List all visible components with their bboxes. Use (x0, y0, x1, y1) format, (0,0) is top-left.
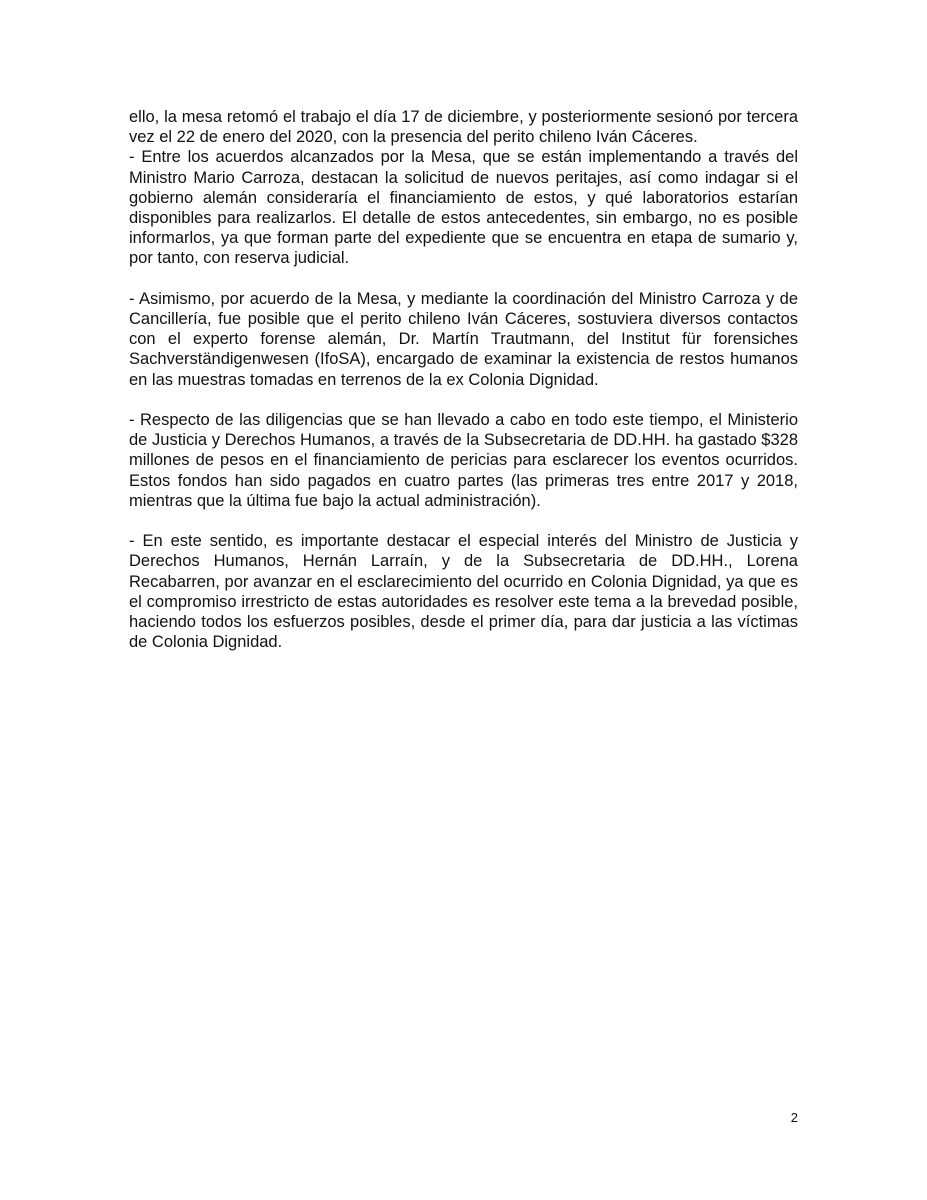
paragraph-5: - En este sentido, es importante destacar el especial interés del Ministro de Justicia y Derechos Humanos, Hernán Larraín, y de la Subsecretaria de DD.HH., Lorena Recabarren, por avanzar en el esclarecimiento del ocurrido en Colonia Dignidad, ya que es el compromiso irrestricto de estas autoridades es resolver este tema a la brevedad posible, haciendo todos los esfuerzos posibles, desde el primer día, para dar justicia a las víctimas de Colonia Dignidad. (129, 532, 798, 652)
body-text (129, 107, 798, 652)
paragraph-4: - Respecto de las diligencias que se han llevado a cabo en todo este tiempo, el Ministerio de Justicia y Derechos Humanos, a través de la Subsecretaria de DD.HH. ha gastado $328 millones de pesos en el financiamiento de pericias para esclarecer los eventos ocurridos. Estos fondos han sido pagados en cuatro partes (las primeras tres entre 2017 y 2018, mientras que la última fue bajo la actual administración). (129, 411, 798, 510)
paragraph-3: - Asimismo, por acuerdo de la Mesa, y mediante la coordinación del Ministro Carroza y de Cancillería, fue posible que el perito chileno Iván Cáceres, sostuviera diversos contactos con el experto forense alemán, Dr. Martín Trautmann, del Institut für forensiches Sachverständigenwesen (IfoSA), encargado de examinar la existencia de restos humanos en las muestras tomadas en terrenos de la ex Colonia Dignidad. (129, 289, 798, 389)
page-number: 2 (790, 1110, 798, 1125)
paragraph-2: - Entre los acuerdos alcanzados por la Mesa, que se están implementando a través del Ministro Mario Carroza, destacan la solicitud de nuevos peritajes, así como indagar si el gobierno alemán consideraría el financiamiento de estos, y qué laboratorios estarían disponibles para realizarlos. El detalle de estos antecedentes, sin embargo, no es posible informarlos, ya que forman parte del expediente que se encuentra en etapa de sumario y, por tanto, con reserva judicial. (129, 148, 798, 268)
paragraph-1: ello, la mesa retomó el trabajo el día 17 de diciembre, y posteriormente sesionó por tercera vez el 22 de enero del 2020, con la presencia del perito chileno Iván Cáceres. (129, 108, 798, 147)
